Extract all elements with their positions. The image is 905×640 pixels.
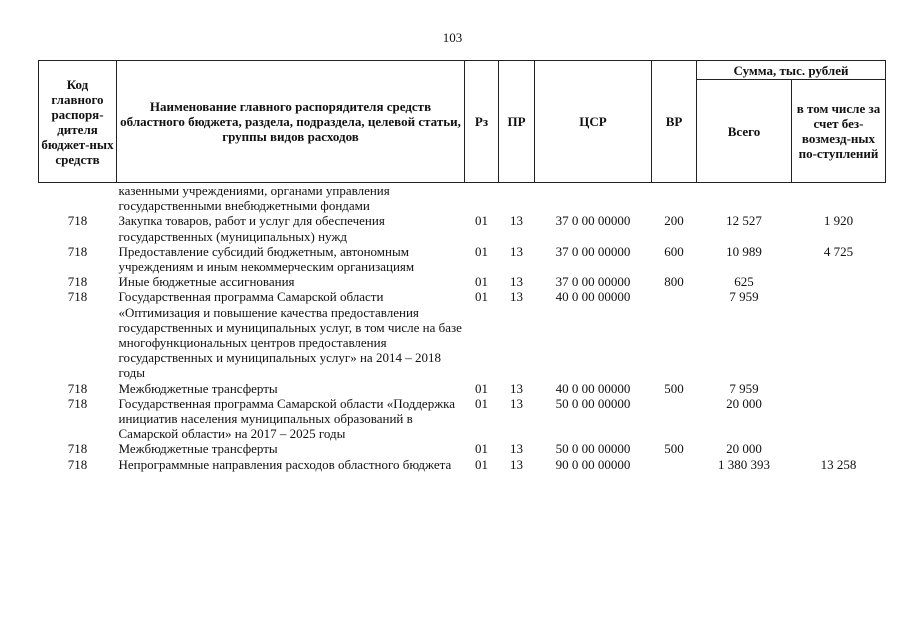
table-row	[39, 396, 886, 442]
row-free: 13 258	[820, 456, 857, 472]
row-csr: 37 0 00 00000	[555, 243, 631, 259]
table-row	[39, 183, 886, 214]
row-rz: 01	[475, 274, 488, 290]
row-csr: 37 0 00 00000	[555, 274, 631, 290]
row-vr: 200	[664, 213, 684, 229]
row-free: 4 725	[823, 243, 854, 259]
row-csr: 50 0 00 00000	[555, 395, 631, 411]
row-pr: 13	[510, 243, 523, 259]
row-vr: 800	[664, 274, 684, 290]
row-vr: 500	[664, 380, 684, 396]
row-pr: 13	[510, 213, 523, 229]
table-body	[39, 183, 886, 472]
row-total: 1 380 393	[718, 456, 770, 472]
row-pr: 13	[510, 395, 523, 411]
row-pr: 13	[510, 289, 523, 305]
header-pr: ПР	[499, 61, 535, 183]
row-code: 718	[67, 441, 88, 457]
page-number: 103	[442, 30, 463, 45]
row-csr: 37 0 00 00000	[555, 213, 631, 229]
row-name: Межбюджетные трансферты	[118, 441, 278, 457]
row-code: 718	[67, 274, 88, 290]
table-row	[39, 274, 886, 289]
row-name: Государственная программа Самарской области «Оптимизация и повышение качества предоставления государственных и муниципальных услуг, в том числе на базе многофункциональных центров предоставления государственных и муниципальных услуг» на 2014 – 2018 годы	[118, 289, 462, 381]
header-code: Код главного распоря-дителя бюджет-ных средств	[39, 61, 117, 183]
row-rz	[465, 183, 499, 214]
row-code: 718	[67, 213, 88, 229]
table-row	[39, 213, 886, 243]
header-free: в том числе за счет без-возмезд-ных по-ступлений	[792, 80, 886, 183]
row-total: 7 959	[729, 380, 759, 396]
row-pr	[499, 183, 535, 214]
row-name: Государственная программа Самарской области «Поддержка инициатив населения муниципальных образований в Самарской области» на 2017 – 2025 годы	[118, 395, 456, 442]
row-code: 718	[67, 289, 88, 305]
row-pr: 13	[510, 380, 523, 396]
row-free	[792, 441, 886, 456]
row-rz: 01	[475, 289, 488, 305]
row-code: 718	[67, 456, 88, 472]
row-pr: 13	[510, 456, 523, 472]
row-rz: 01	[475, 395, 488, 411]
row-free	[792, 183, 886, 214]
row-total: 20 000	[726, 441, 762, 457]
row-code: 718	[67, 395, 88, 411]
row-name: казенными учреждениями, органами управления государственными внебюджетными фондами	[118, 183, 390, 214]
row-pr: 13	[510, 274, 523, 290]
row-csr: 40 0 00 00000	[555, 380, 631, 396]
table-row	[39, 244, 886, 274]
row-total: 12 527	[726, 213, 762, 229]
row-vr	[652, 183, 697, 214]
table-row	[39, 457, 886, 472]
header-name: Наименование главного распорядителя средств областного бюджета, раздела, подраздела, целевой статьи, группы видов расходов	[117, 61, 465, 183]
row-rz: 01	[475, 243, 488, 259]
row-csr: 50 0 00 00000	[555, 441, 631, 457]
header-rz: Рз	[465, 61, 499, 183]
row-total: 10 989	[726, 243, 762, 259]
row-name: Иные бюджетные ассигнования	[118, 274, 295, 290]
row-rz: 01	[475, 213, 488, 229]
row-name: Закупка товаров, работ и услуг для обеспечения государственных (муниципальных) нужд	[118, 213, 385, 244]
header-sum: Сумма, тыс. рублей	[697, 61, 886, 80]
table-row	[39, 289, 886, 380]
row-vr	[652, 396, 697, 442]
header-total: Всего	[697, 80, 792, 183]
row-csr: 40 0 00 00000	[555, 289, 631, 305]
row-rz: 01	[475, 456, 488, 472]
row-code	[39, 183, 117, 214]
row-total: 7 959	[729, 289, 759, 305]
row-free	[792, 396, 886, 442]
row-csr	[535, 183, 652, 214]
row-rz: 01	[475, 441, 488, 457]
row-name: Непрограммные направления расходов областного бюджета	[118, 456, 452, 472]
row-rz: 01	[475, 380, 488, 396]
row-code: 718	[67, 243, 88, 259]
row-total: 625	[734, 274, 754, 290]
row-code: 718	[67, 380, 88, 396]
row-vr	[652, 289, 697, 380]
budget-table	[38, 60, 886, 472]
row-free: 1 920	[823, 213, 854, 229]
row-free	[792, 274, 886, 289]
row-total	[697, 183, 792, 214]
row-csr: 90 0 00 00000	[555, 456, 631, 472]
row-vr: 500	[664, 441, 684, 457]
row-name: Межбюджетные трансферты	[118, 380, 278, 396]
table-row	[39, 441, 886, 456]
row-total: 20 000	[726, 395, 762, 411]
row-free	[792, 381, 886, 396]
header-vr: ВР	[652, 61, 697, 183]
row-pr: 13	[510, 441, 523, 457]
row-free	[792, 289, 886, 380]
row-vr: 600	[664, 243, 684, 259]
table-row	[39, 381, 886, 396]
header-csr: ЦСР	[535, 61, 652, 183]
row-name: Предоставление субсидий бюджетным, автономным учреждениям и иным некоммерческим организациям	[118, 243, 415, 275]
row-vr	[652, 457, 697, 472]
